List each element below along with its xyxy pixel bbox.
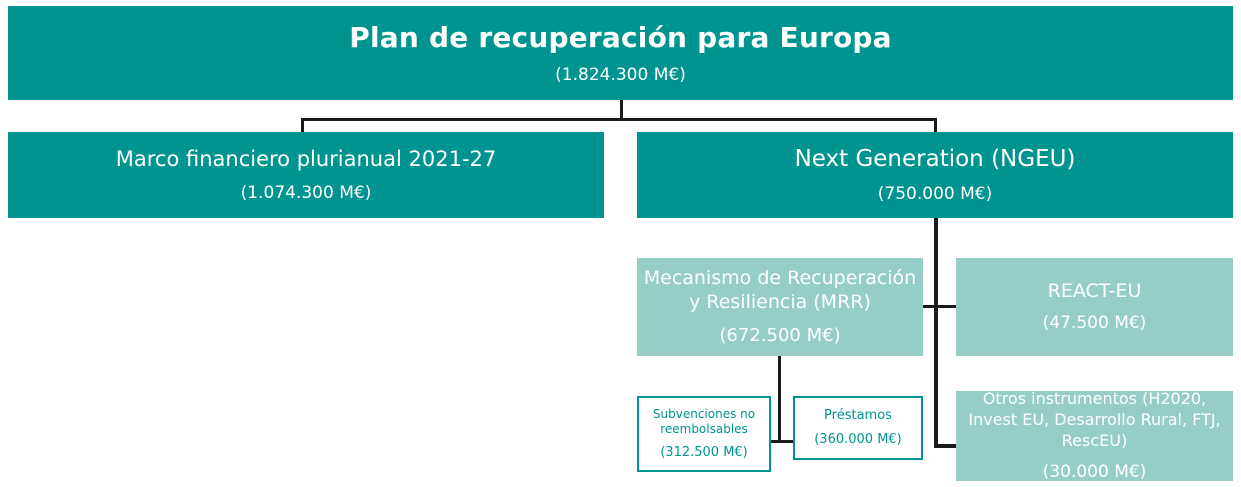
node-mecanismo-recuperacion-resiliencia-amount: (672.500 M€) xyxy=(719,324,841,346)
node-next-generation[interactable] xyxy=(637,132,1233,218)
node-next-generation-amount: (750.000 M€) xyxy=(877,183,993,204)
node-subvenciones-no-reembolsables-amount: (312.500 M€) xyxy=(660,444,748,460)
node-prestamos-label: Préstamos xyxy=(824,408,892,424)
connector-ngeu-stem xyxy=(934,218,938,447)
node-marco-financiero-plurianual-amount: (1.074.300 M€) xyxy=(240,183,372,203)
node-mecanismo-recuperacion-resiliencia-label: Mecanismo de Recuperación y Resiliencia (MRR) xyxy=(643,267,917,313)
node-subvenciones-no-reembolsables-label: Subvenciones no reembolsables xyxy=(652,406,756,436)
node-prestamos[interactable] xyxy=(793,396,923,460)
node-mecanismo-recuperacion-resiliencia[interactable] xyxy=(637,258,923,356)
connector-root-stem xyxy=(620,100,623,120)
node-otros-instrumentos[interactable] xyxy=(956,391,1233,481)
node-react-eu-amount: (47.500 M€) xyxy=(1042,313,1147,334)
node-react-eu-label: REACT-EU xyxy=(1047,279,1142,302)
node-react-eu[interactable] xyxy=(956,258,1233,356)
connector-level1-bar xyxy=(301,118,937,121)
node-plan-recuperacion-label: Plan de recuperación para Europa xyxy=(349,20,892,54)
node-next-generation-label: Next Generation (NGEU) xyxy=(794,146,1076,172)
node-otros-instrumentos-amount: (30.000 M€) xyxy=(1042,461,1147,482)
node-subvenciones-no-reembolsables[interactable] xyxy=(637,396,771,472)
node-otros-instrumentos-label: Otros instrumentos (H2020, Invest EU, Desarrollo Rural, FTJ, RescEU) xyxy=(968,389,1221,450)
node-marco-financiero-plurianual[interactable] xyxy=(8,132,604,218)
node-prestamos-amount: (360.000 M€) xyxy=(814,431,902,447)
node-plan-recuperacion[interactable] xyxy=(8,6,1233,100)
node-plan-recuperacion-amount: (1.824.300 M€) xyxy=(555,64,686,85)
node-marco-financiero-plurianual-label: Marco financiero plurianual 2021-27 xyxy=(115,146,497,171)
connector-mrr-stem xyxy=(778,356,781,442)
